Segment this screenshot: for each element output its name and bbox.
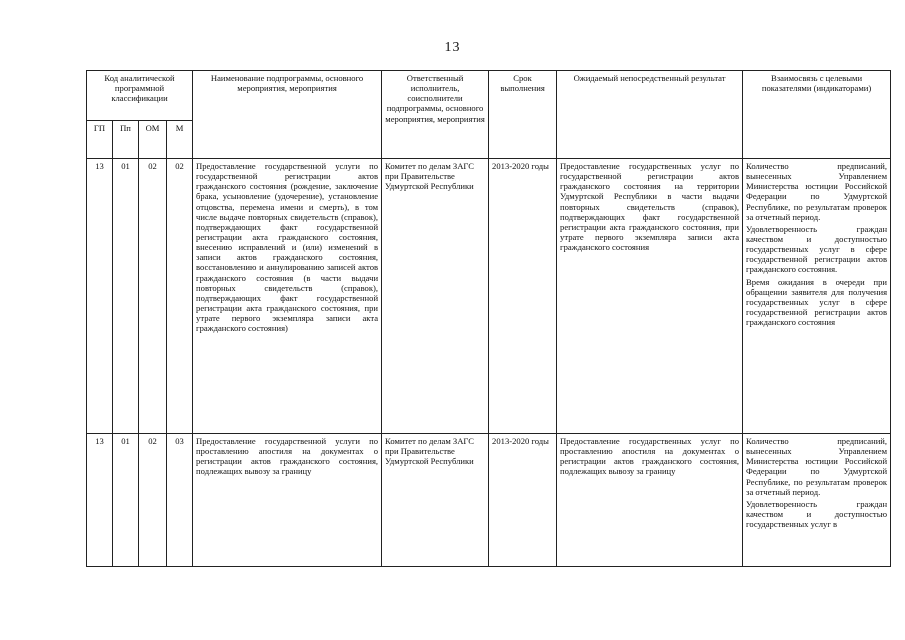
code-gp-header: ГП	[87, 121, 113, 159]
row-executor: Комитет по делам ЗАГС при Правительстве Удмуртской Республики	[382, 159, 489, 434]
row-gp: 13	[87, 159, 113, 434]
row-m: 03	[167, 434, 193, 567]
executor-header: Ответственный исполнитель, соисполнители подпрограммы, основного мероприятия, мероприятия	[382, 71, 489, 159]
indicator-text: Время ожидания в очереди при обращении заявителя для получения государственных услуг в сфере государственной регистрации актов гражданского состояния	[746, 276, 888, 328]
row-term: 2013-2020 годы	[489, 434, 557, 567]
indicator-text: Количество предписаний, вынесенных Управлением Министерства юстиции Российской Федерации по Удмуртской Республике, по результатам проверок за отчетный период.	[746, 436, 888, 497]
row-pp: 01	[113, 434, 139, 567]
program-table	[86, 70, 891, 567]
row-name: Предоставление государственной услуги по проставлению апостиля на документах о регистрации актов гражданского состояния, подлежащих вывозу за границу	[193, 434, 382, 567]
row-om: 02	[139, 434, 167, 567]
row-om: 02	[139, 159, 167, 434]
row-m: 02	[167, 159, 193, 434]
name-header: Наименование подпрограммы, основного мероприятия, мероприятия	[193, 71, 382, 159]
table-row	[87, 434, 891, 567]
row-gp: 13	[87, 434, 113, 567]
row-name: Предоставление государственной услуги по государственной регистрации актов гражданского состояния (рождение, заключение брака, усыновление (удочерение), установление отцовства, перемена имени и смерть), в том числе выдаче повторных свидетельств (справок), подтверждающих факт государственной регистрации акта гражданского состояния, внесению исправлений и (или) изменений в записи актов гражданского состояния, восстановлению и аннулированию записей актов гражданского состояния (в части выдачи повторных свидетельств (справок), подтверждающих факт государственной регистрации акта гражданского состояния, при утрате первого экземпляра записи акта гражданского состояния)	[193, 159, 382, 434]
code-m-header: М	[167, 121, 193, 159]
row-indicators	[743, 159, 891, 434]
row-pp: 01	[113, 159, 139, 434]
indicator-text: Удовлетворенность граждан качеством и доступностью государственных услуг в сфере государственной регистрации актов гражданского состояния.	[746, 223, 888, 275]
row-result: Предоставление государственных услуг по проставлению апостиля на документах о регистрации актов гражданского состояния, подлежащих вывозу за границу	[557, 434, 743, 567]
row-indicators	[743, 434, 891, 567]
code-pp-header: Пп	[113, 121, 139, 159]
page-number: 13	[444, 40, 461, 55]
classification-header: Код аналитической программной классификации	[87, 71, 193, 121]
term-header: Срок выполнения	[489, 71, 557, 159]
indicators-header: Взаимосвязь с целевыми показателями (индикаторами)	[743, 71, 891, 159]
row-term: 2013-2020 годы	[489, 159, 557, 434]
row-result: Предоставление государственных услуг по государственной регистрации актов гражданского состояния на территории Удмуртской Республики в части выдачи повторных свидетельств (справок), подтверждающих факт государственной регистрации акта гражданского состояния, при утрате первого экземпляра записи акта гражданского состояния	[557, 159, 743, 434]
table-row	[87, 159, 891, 434]
row-executor: Комитет по делам ЗАГС при Правительстве Удмуртской Республики	[382, 434, 489, 567]
indicator-text: Количество предписаний, вынесенных Управлением Министерства юстиции Российской Федерации по Удмуртской Республике, по результатам проверок за отчетный период.	[746, 161, 888, 222]
result-header: Ожидаемый непосредственный результат	[557, 71, 743, 159]
code-om-header: ОМ	[139, 121, 167, 159]
indicator-text: Удовлетворенность граждан качеством и доступностью государственных услуг в	[746, 498, 888, 530]
